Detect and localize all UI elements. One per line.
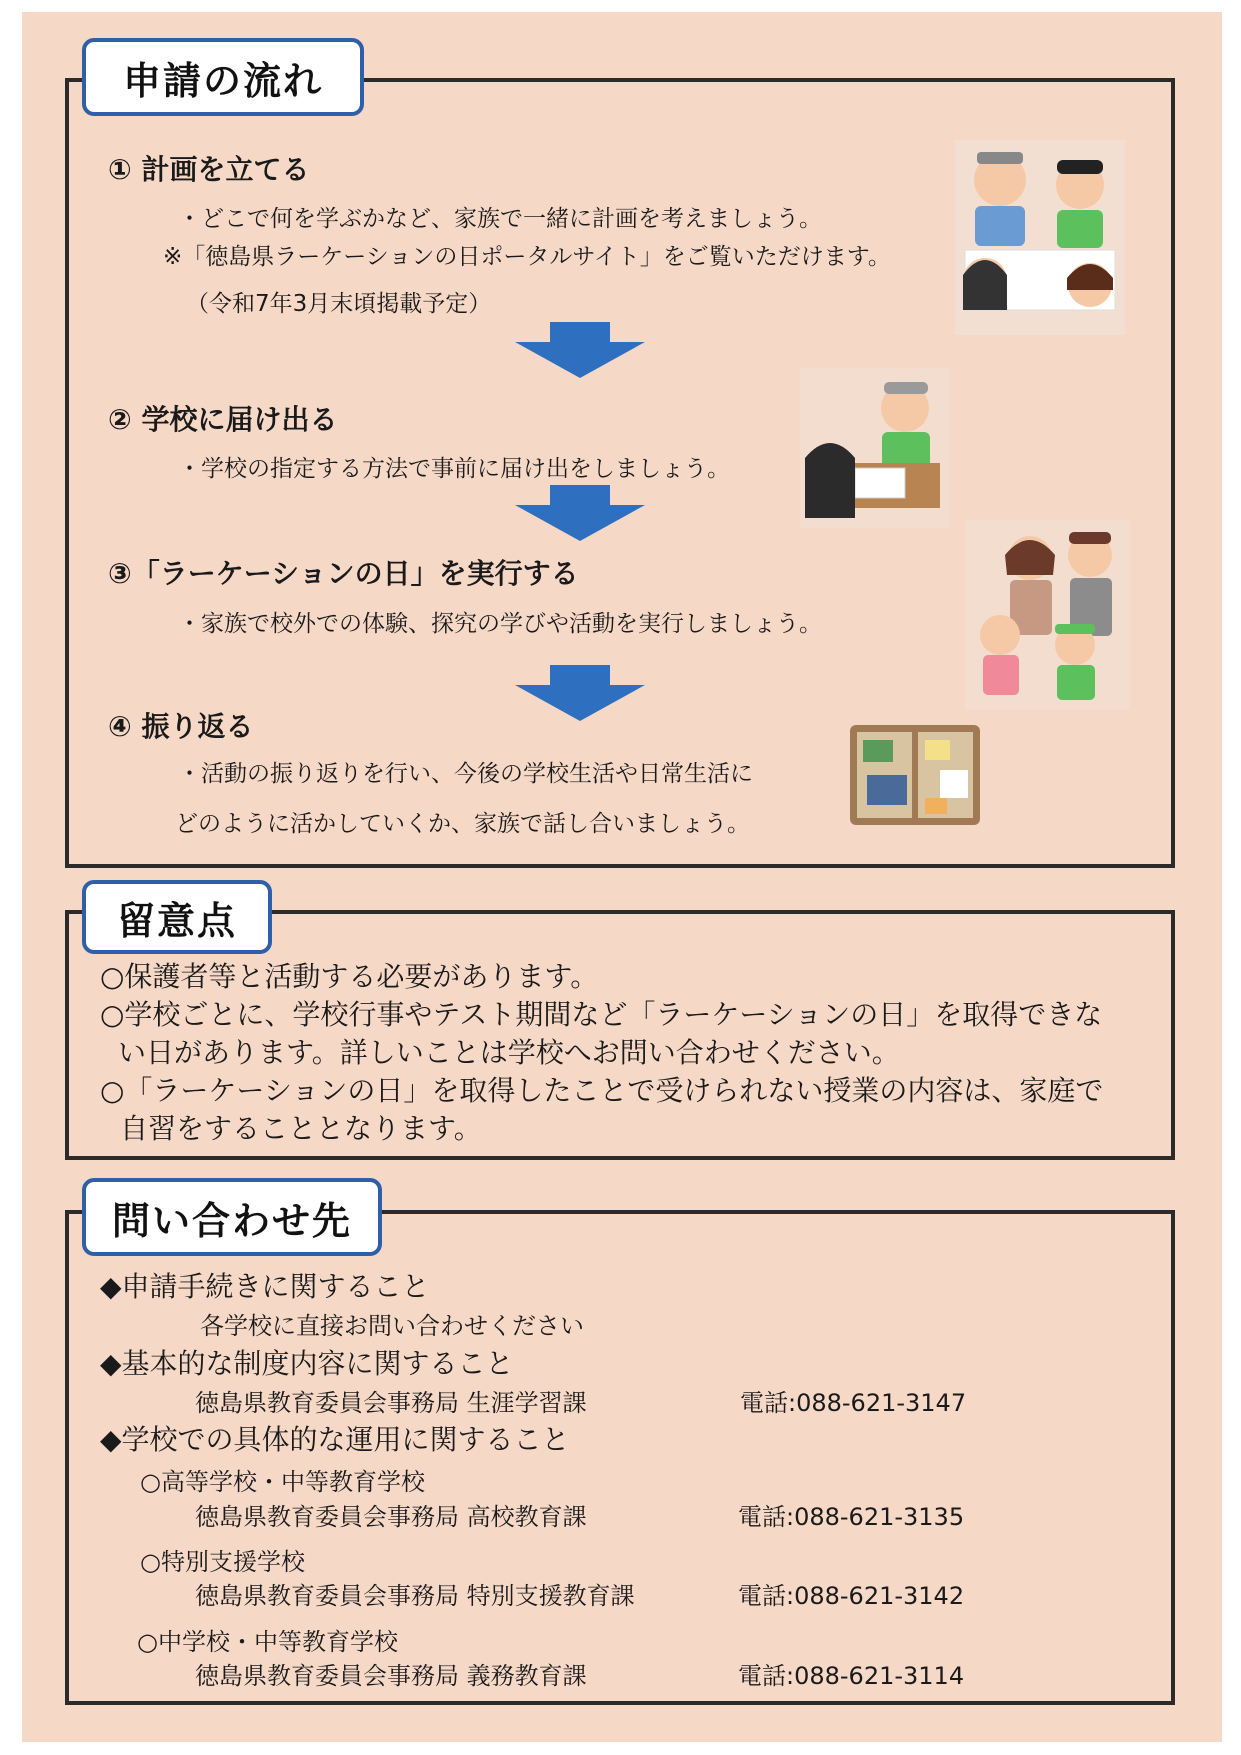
family-outing-illustration bbox=[965, 520, 1130, 710]
contact-operation-heading: ◆学校での具体的な運用に関すること bbox=[100, 1423, 570, 1456]
contact-heading: 問い合わせ先 bbox=[82, 1178, 382, 1256]
contact-special-label: ○特別支援学校 bbox=[140, 1548, 305, 1576]
contact-juniorhigh-label: ○中学校・中等教育学校 bbox=[137, 1628, 398, 1656]
arrow-down-icon bbox=[515, 665, 645, 721]
contact-application-body: 各学校に直接お問い合わせください bbox=[200, 1312, 584, 1340]
contact-application-heading: ◆申請手続きに関すること bbox=[100, 1270, 430, 1303]
contact-highschool-phone: 電話:088-621-3135 bbox=[738, 1503, 965, 1531]
note-3-line-2: 自習をすることとなります。 bbox=[120, 1112, 482, 1145]
arrow-down-icon bbox=[515, 322, 645, 378]
step-1-line-1: ・どこで何を学ぶかなど、家族で一緒に計画を考えましょう。 bbox=[178, 206, 822, 232]
family-planning-illustration bbox=[955, 140, 1125, 335]
step-1-title: ① 計画を立てる bbox=[108, 153, 310, 186]
teacher-student-illustration bbox=[800, 368, 950, 528]
contact-special-phone: 電話:088-621-3142 bbox=[738, 1582, 965, 1610]
note-2-line-1: ○学校ごとに、学校行事やテスト期間など「ラーケーションの日」を取得できな bbox=[100, 998, 1103, 1031]
scrapbook-illustration bbox=[845, 720, 985, 830]
step-1-line-2: ※「徳島県ラーケーションの日ポータルサイト」をご覧いただけます。 bbox=[163, 244, 891, 270]
application-flow-heading: 申請の流れ bbox=[82, 38, 364, 116]
step-1-line-3: （令和7年3月末頃掲載予定） bbox=[186, 291, 492, 317]
contact-system-heading: ◆基本的な制度内容に関すること bbox=[100, 1347, 514, 1380]
note-3-line-1: ○「ラーケーションの日」を取得したことで受けられない授業の内容は、家庭で bbox=[100, 1074, 1104, 1107]
notes-heading: 留意点 bbox=[82, 880, 272, 954]
step-3-line-1: ・家族で校外での体験、探究の学びや活動を実行しましょう。 bbox=[178, 611, 822, 637]
step-3-title: ③「ラーケーションの日」を実行する bbox=[108, 557, 579, 590]
contact-special-dept: 徳島県教育委員会事務局 特別支援教育課 bbox=[195, 1582, 635, 1610]
contact-juniorhigh-dept: 徳島県教育委員会事務局 義務教育課 bbox=[195, 1662, 587, 1690]
contact-system-dept: 徳島県教育委員会事務局 生涯学習課 bbox=[195, 1389, 587, 1417]
step-4-line-2: どのように活かしていくか、家族で話し合いましょう。 bbox=[175, 811, 750, 837]
contact-juniorhigh-phone: 電話:088-621-3114 bbox=[738, 1662, 965, 1690]
step-4-title: ④ 振り返る bbox=[108, 710, 254, 743]
note-2-line-2: い日があります。詳しいことは学校へお問い合わせください。 bbox=[118, 1036, 900, 1069]
contact-system-phone: 電話:088-621-3147 bbox=[740, 1389, 967, 1417]
step-2-line-1: ・学校の指定する方法で事前に届け出をしましょう。 bbox=[178, 456, 730, 482]
note-1: ○保護者等と活動する必要があります。 bbox=[100, 960, 599, 993]
contact-highschool-dept: 徳島県教育委員会事務局 高校教育課 bbox=[195, 1503, 587, 1531]
step-2-title: ② 学校に届け出る bbox=[108, 403, 338, 436]
arrow-down-icon bbox=[515, 485, 645, 541]
step-4-line-1: ・活動の振り返りを行い、今後の学校生活や日常生活に bbox=[178, 761, 753, 787]
contact-highschool-label: ○高等学校・中等教育学校 bbox=[140, 1468, 425, 1496]
